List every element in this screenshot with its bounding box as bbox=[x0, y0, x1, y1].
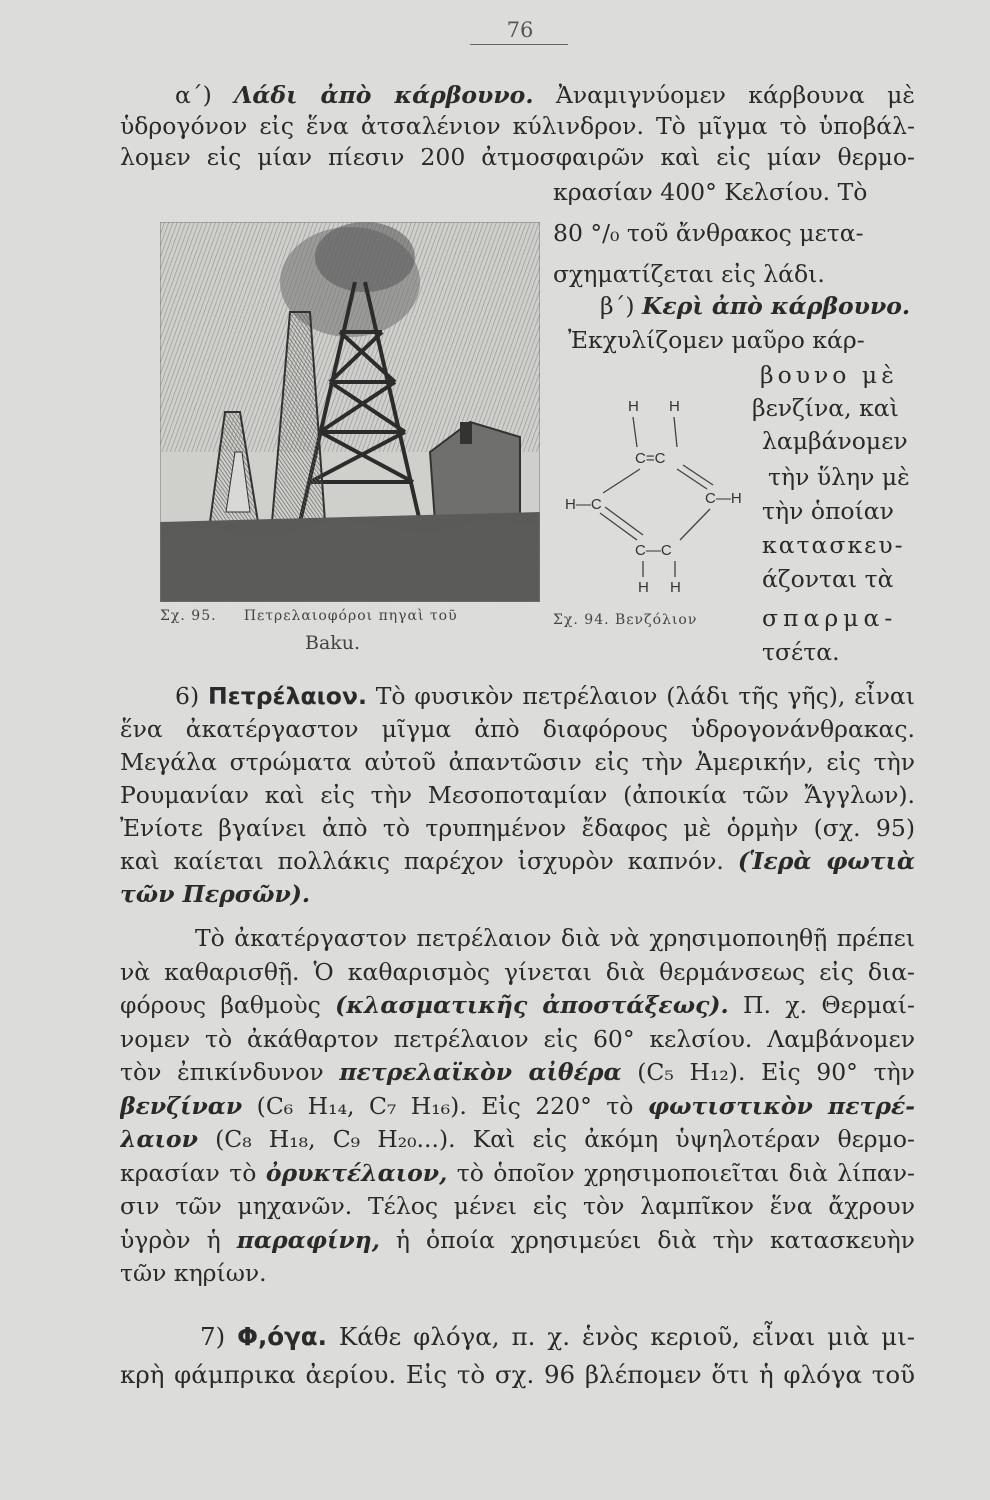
paragraph-a-line-6: σχηματίζεται εἰς λάδι. bbox=[553, 260, 825, 288]
paragraph-b-line-2: Ἐκχυλίζομεν μαῦρο κάρ- bbox=[568, 326, 865, 354]
section-6-text-1: Τὸ φυσικὸν πετρέλαιον (λάδι τῆς γῆς), εἶναι bbox=[375, 682, 915, 710]
section-7-line-2: κρὴ φάμπρικα ἀερίου. Εἰς τὸ σχ. 96 βλέπομεν ὅτι ἡ φλόγα τοῦ bbox=[120, 1360, 915, 1389]
refining-line-5-c: (C₅ H₁₂). Εἰς 90° τὴν bbox=[637, 1058, 915, 1086]
section-6-marker: 6) bbox=[175, 682, 200, 710]
section-6-line-1 bbox=[120, 680, 915, 713]
figure-95-label: Σχ. 95. bbox=[160, 608, 217, 624]
benzene-h-left: H—C bbox=[565, 496, 602, 513]
benzene-structure-diagram bbox=[545, 385, 770, 605]
refining-line-7-b: (C₈ H₁₈, C₉ H₂₀...). Καὶ εἰς ἀκόμη ὑψηλοτέραν θερμο- bbox=[215, 1125, 915, 1153]
refining-line-8-c: τὸ ὁποῖον χρησιμοποιεῖται διὰ λίπαν- bbox=[456, 1158, 915, 1187]
refining-line-6-b: (C₆ H₁₄, C₇ H₁₆). Εἰς 220° τὸ bbox=[256, 1091, 634, 1120]
paragraph-b-line-11: τσέτα. bbox=[762, 638, 840, 666]
refining-line-11: τῶν κηρίων. bbox=[120, 1259, 267, 1287]
refining-line-3-a: φόρους βαθμοὺς bbox=[120, 991, 321, 1019]
page-number-rule bbox=[470, 44, 568, 45]
refining-line-10-c: ἡ ὁποία χρησιμεύει διὰ τὴν κατασκευὴν bbox=[395, 1225, 915, 1254]
refining-line-7 bbox=[120, 1123, 915, 1157]
refining-line-9: σιν τῶν μηχανῶν. Τέλος μένει εἰς τὸν λαμπῖκον ἕνα ἄχρουν bbox=[120, 1192, 915, 1220]
refining-line-6-emphasis-1: βενζίναν bbox=[120, 1091, 243, 1120]
paragraph-b-line-10: σπαρμα- bbox=[762, 604, 898, 632]
refining-line-1: Τὸ ἀκατέργαστον πετρέλαιον διὰ νὰ χρησιμοποιηθῇ πρέπει bbox=[195, 924, 915, 952]
paragraph-a-text: Ἀναμιγνύομεν κάρβουνα μὲ bbox=[555, 81, 915, 109]
paragraph-b-line-9: άζονται τὰ bbox=[762, 565, 894, 593]
section-6-heading: Πετρέλαιον. bbox=[207, 682, 367, 710]
paragraph-a-line-2: ὑδρογόνον εἰς ἕνα ἀτσαλένιον κύλινδρον. Τὸ μῖγμα τὸ ὑποβάλ- bbox=[120, 112, 915, 140]
refining-line-8-a: κρασίαν τὸ bbox=[120, 1158, 257, 1187]
refining-line-5-emphasis: πετρελαϊκὸν αἰθέρα bbox=[339, 1058, 622, 1086]
paragraph-b-line-1 bbox=[600, 291, 910, 322]
refining-line-3-c: Π. χ. Θερμαί- bbox=[743, 991, 915, 1019]
benzene-h-bottom-left: H bbox=[638, 579, 649, 596]
section-6-line-2: ἕνα ἀκατέργαστον μῖγμα ἀπὸ διαφόρους ὑδρογονάνθρακας. bbox=[120, 715, 915, 743]
paragraph-refining bbox=[120, 922, 915, 1291]
figure-94-caption: Σχ. 94. Βενζόλιον bbox=[553, 612, 698, 628]
section-7-line-1 bbox=[120, 1318, 915, 1356]
refining-line-7-emphasis: λαιον bbox=[120, 1125, 198, 1153]
paragraph-a-marker: α΄) bbox=[175, 81, 212, 109]
section-6-line-3: Μεγάλα στρώματα αὐτοῦ ἀπαντῶσιν εἰς τὴν Ἀμερικήν, εἰς τὴν bbox=[120, 748, 915, 776]
refining-line-10 bbox=[120, 1224, 915, 1258]
section-6-line-4: Ρουμανίαν καὶ εἰς τὴν Μεσοποταμίαν (ἀποικία τῶν Ἄγγλων). bbox=[120, 781, 915, 809]
paragraph-b-line-6: τὴν ὕλην μὲ bbox=[768, 463, 910, 491]
paragraph-a bbox=[120, 80, 915, 173]
refining-line-6-emphasis-2: φωτιστικὸν πετρέ- bbox=[647, 1091, 915, 1120]
refining-line-8-emphasis: ὀρυκτέλαιον, bbox=[265, 1158, 448, 1187]
figure-95-text: Πετρελαιοφόροι πηγαὶ τοῦ bbox=[243, 608, 458, 624]
paragraph-b-heading: Κερὶ ἀπὸ κάρβουνο. bbox=[642, 292, 911, 320]
paragraph-a-line-5: 80 °/₀ τοῦ ἄνθρακος μετα- bbox=[553, 219, 864, 247]
paragraph-b-line-3: βουνο μὲ bbox=[760, 361, 898, 389]
benzene-c-bottom: C—C bbox=[635, 542, 672, 559]
paragraph-b-line-5: λαμβάνομεν bbox=[762, 427, 908, 455]
paragraph-a-heading: Λάδι ἀπὸ κάρβουνο. bbox=[234, 81, 534, 109]
paragraph-b-line-8: κατασκευ- bbox=[762, 531, 905, 559]
section-7-heading: Φ,όγα. bbox=[237, 1322, 327, 1351]
refining-line-6 bbox=[120, 1090, 915, 1124]
section-6-text-6: καὶ καίεται πολλάκις παρέχον ἰσχυρὸν καπνόν. bbox=[120, 847, 724, 875]
figure-95-place: Baku. bbox=[305, 632, 361, 654]
refining-line-4: νομεν τὸ ἀκάθαρτον πετρέλαιον εἰς 60° κελσίου. Λαμβάνομεν bbox=[120, 1024, 915, 1053]
section-6-line-7 bbox=[120, 878, 915, 911]
refining-line-3 bbox=[120, 989, 915, 1023]
oil-derricks-illustration bbox=[160, 222, 540, 602]
paragraph-b-line-4: βενζίνα, καὶ bbox=[752, 394, 899, 422]
refining-line-10-a: ὑγρὸν ἡ bbox=[120, 1225, 221, 1254]
section-6-emphasis-1: (Ἱερὰ φωτιὰ bbox=[737, 847, 915, 875]
benzene-h-top-left: H bbox=[628, 398, 639, 415]
refining-line-8 bbox=[120, 1157, 915, 1191]
benzene-h-top-right: H bbox=[669, 398, 680, 415]
paragraph-a-line-1 bbox=[120, 80, 915, 111]
refining-line-2: νὰ καθαρισθῇ. Ὁ καθαρισμὸς γίνεται διὰ θερμάνσεως εἰς δια- bbox=[120, 957, 915, 986]
refining-line-3-emphasis: (κλασματικῆς ἀποστάξεως). bbox=[335, 991, 729, 1019]
section-7-marker: 7) bbox=[200, 1322, 226, 1351]
section-6-line-6 bbox=[120, 845, 915, 878]
section-6 bbox=[120, 680, 915, 911]
benzene-c-right: C—H bbox=[705, 490, 742, 507]
paragraph-a-line-4: κρασίαν 400° Κελσίου. Τὸ bbox=[553, 178, 868, 206]
section-7-text-1: Κάθε φλόγα, π. χ. ἑνὸς κεριοῦ, εἶναι μιὰ μι- bbox=[338, 1322, 915, 1351]
section-6-line-5: Ἐνίοτε βγαίνει ἀπὸ τὸ τρυπημένον ἔδαφος μὲ ὁρμὴν (σχ. 95) bbox=[120, 814, 915, 842]
paragraph-a-line-3: λομεν εἰς μίαν πίεσιν 200 ἀτμοσφαιρῶν καὶ εἰς μίαν θερμο- bbox=[120, 143, 915, 171]
figure-95-caption bbox=[160, 608, 458, 624]
section-6-emphasis-2: τῶν Περσῶν). bbox=[120, 880, 311, 908]
page-number: 76 bbox=[506, 18, 534, 42]
benzene-c-top: C=C bbox=[635, 450, 666, 467]
section-7 bbox=[120, 1318, 915, 1394]
refining-line-10-emphasis: παραφίνη, bbox=[236, 1225, 380, 1254]
paragraph-b-line-7: τὴν ὁποίαν bbox=[762, 497, 894, 525]
benzene-h-bottom-right: H bbox=[670, 579, 681, 596]
paragraph-b-marker: β΄) bbox=[600, 292, 635, 320]
refining-line-5-a: τὸν ἐπικίνδυνον bbox=[120, 1058, 324, 1086]
refining-line-5 bbox=[120, 1056, 915, 1090]
